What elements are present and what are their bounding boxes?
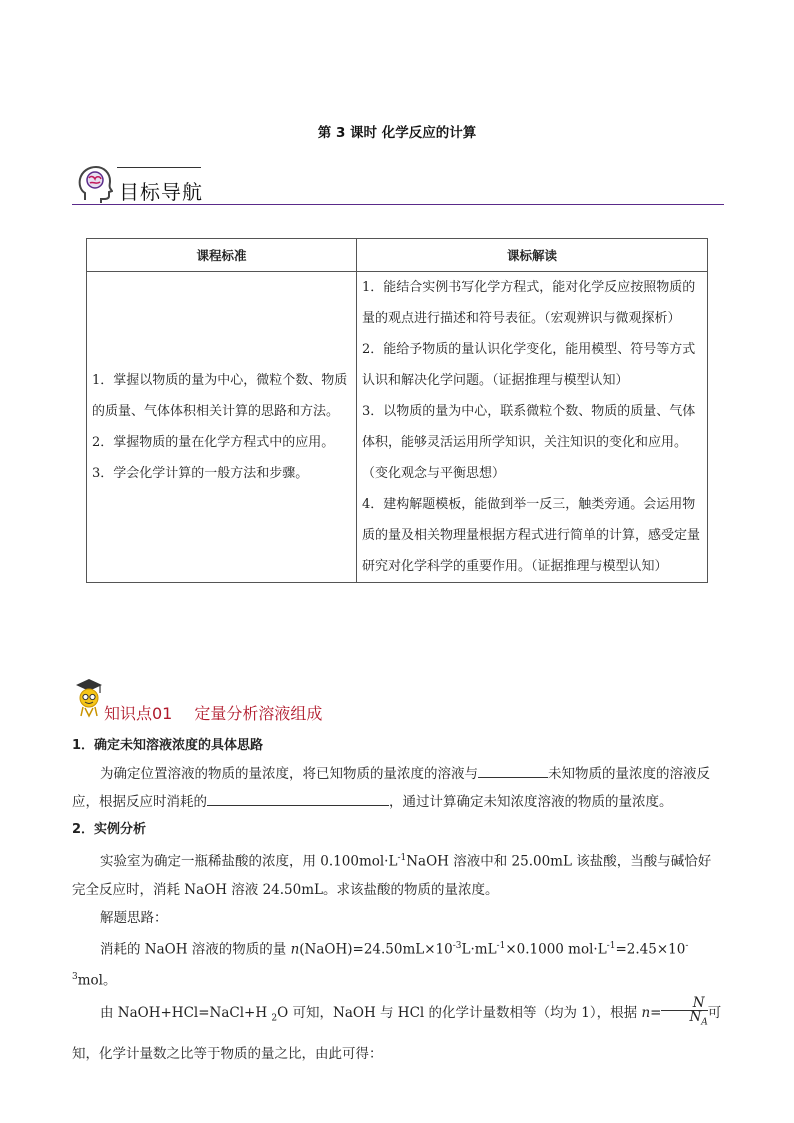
header-course-standard: 课程标准 <box>87 239 357 272</box>
standard-item: 1．掌握以物质的量为中心，微粒个数、物质的质量、气体体积相关计算的思路和方法。 <box>92 373 348 419</box>
text-run: = <box>650 1004 662 1021</box>
text-run: 为确定位置溶液的物质的量浓度，将已知物质的量浓度的溶液与 <box>100 766 478 782</box>
superscript: -3 <box>72 940 689 982</box>
interpretation-item: 1．能结合实例书写化学方程式，能对化学反应按照物质的量的观点进行描述和符号表征。（宏观辨识与微观探析） <box>362 280 696 326</box>
header-standard-interpretation: 课标解读 <box>357 239 708 272</box>
paragraph-4 <box>72 932 724 995</box>
paragraph-5 <box>72 995 724 1073</box>
text-run: (NaOH)=24.50mL×10 <box>299 941 453 957</box>
subscript: 2 <box>271 1013 278 1024</box>
fraction-n-over-na <box>661 994 708 1030</box>
text-run: =2.45×10 <box>615 941 686 957</box>
var-n: n <box>290 941 300 957</box>
paragraph-2 <box>72 844 724 904</box>
text-run: O 可知，NaOH 与 HCl 的化学计量数相等（均为 1），根据 <box>277 1004 642 1021</box>
text-run: mol。 <box>77 972 117 989</box>
section-title: 目标导航 <box>119 180 203 204</box>
header-decor-line <box>117 167 201 168</box>
knowledge-point-header <box>72 676 724 723</box>
subheading-2: 2．实例分析 <box>72 822 147 837</box>
knowledge-point-label: 知识点01 <box>104 704 173 723</box>
denominator-symbol: N <box>689 1008 702 1025</box>
fill-blank <box>207 791 389 806</box>
interpretation-item: 4．建构解题模板，能做到举一反三，触类旁通。会运用物质的量及相关物理量根据方程式进行简单的计算，感受定量研究对化学科学的重要作用。（证据推理与模型认知） <box>362 497 701 574</box>
knowledge-point-title <box>104 701 322 724</box>
var-n: n <box>641 1004 651 1021</box>
graduate-cap-icon <box>72 676 106 718</box>
brain-head-icon <box>77 166 113 204</box>
interpretation-item: 2．能给予物质的量认识化学变化，能用模型、符号等方式认识和解决化学问题。（证据推理与模型认知） <box>362 342 696 388</box>
text-run: ×0.1000 mol·L <box>505 941 607 957</box>
text-run: 消耗的 NaOH 溶液的物质的量 <box>100 941 291 957</box>
standard-item: 2．掌握物质的量在化学方程式中的应用。 <box>92 435 335 450</box>
text-run: 可知，化学计量数之比等于物质的量之比，由此可得： <box>72 1004 722 1063</box>
text-run: 由 NaOH+HCl=NaCl+H <box>100 1004 272 1021</box>
superscript: -1 <box>606 940 616 951</box>
text-run: L·mL <box>461 941 497 957</box>
paragraph-1 <box>72 760 724 816</box>
fraction-denominator <box>661 1008 708 1030</box>
subheading-1: 1．确定未知溶液浓度的具体思路 <box>72 738 264 753</box>
table-header-row <box>87 239 708 272</box>
subscript: A <box>701 1017 708 1028</box>
fill-blank <box>478 763 548 778</box>
cell-standards <box>87 272 357 583</box>
standards-table <box>86 238 708 583</box>
fraction-numerator: N <box>661 997 707 1011</box>
knowledge-point-name: 定量分析溶液组成 <box>194 704 323 723</box>
section-header <box>72 160 724 208</box>
text-run: ，通过计算确定未知浓度溶液的物质的量浓度。 <box>389 794 673 810</box>
page-title: 第 3 课时 化学反应的计算 <box>317 125 477 141</box>
table-row <box>87 272 708 583</box>
superscript: -1 <box>496 940 506 951</box>
cell-interpretation <box>357 272 708 583</box>
interpretation-item: 3．以物质的量为中心，联系微粒个数、物质的质量、气体体积，能够灵活运用所学知识，关注知识的变化和应用。（变化观念与平衡思想） <box>362 404 696 481</box>
standard-item: 3．学会化学计算的一般方法和步骤。 <box>92 466 309 481</box>
paragraph-3: 解题思路： <box>100 909 168 926</box>
section-divider <box>72 204 724 205</box>
text-run: 实验室为确定一瓶稀盐酸的浓度，用 0.100mol·L <box>100 853 398 870</box>
text-run: 未知物质的量浓度的溶液反应，根据反应时消耗的 <box>72 766 710 810</box>
superscript: -3 <box>452 940 462 951</box>
superscript: -1 <box>397 853 407 863</box>
content-body <box>72 732 724 1072</box>
text-run: NaOH 溶液中和 25.00mL 该盐酸，当酸与碱恰好完全反应时，消耗 NaOH 溶液 24.50mL。求该盐酸的物质的量浓度。 <box>72 853 712 898</box>
